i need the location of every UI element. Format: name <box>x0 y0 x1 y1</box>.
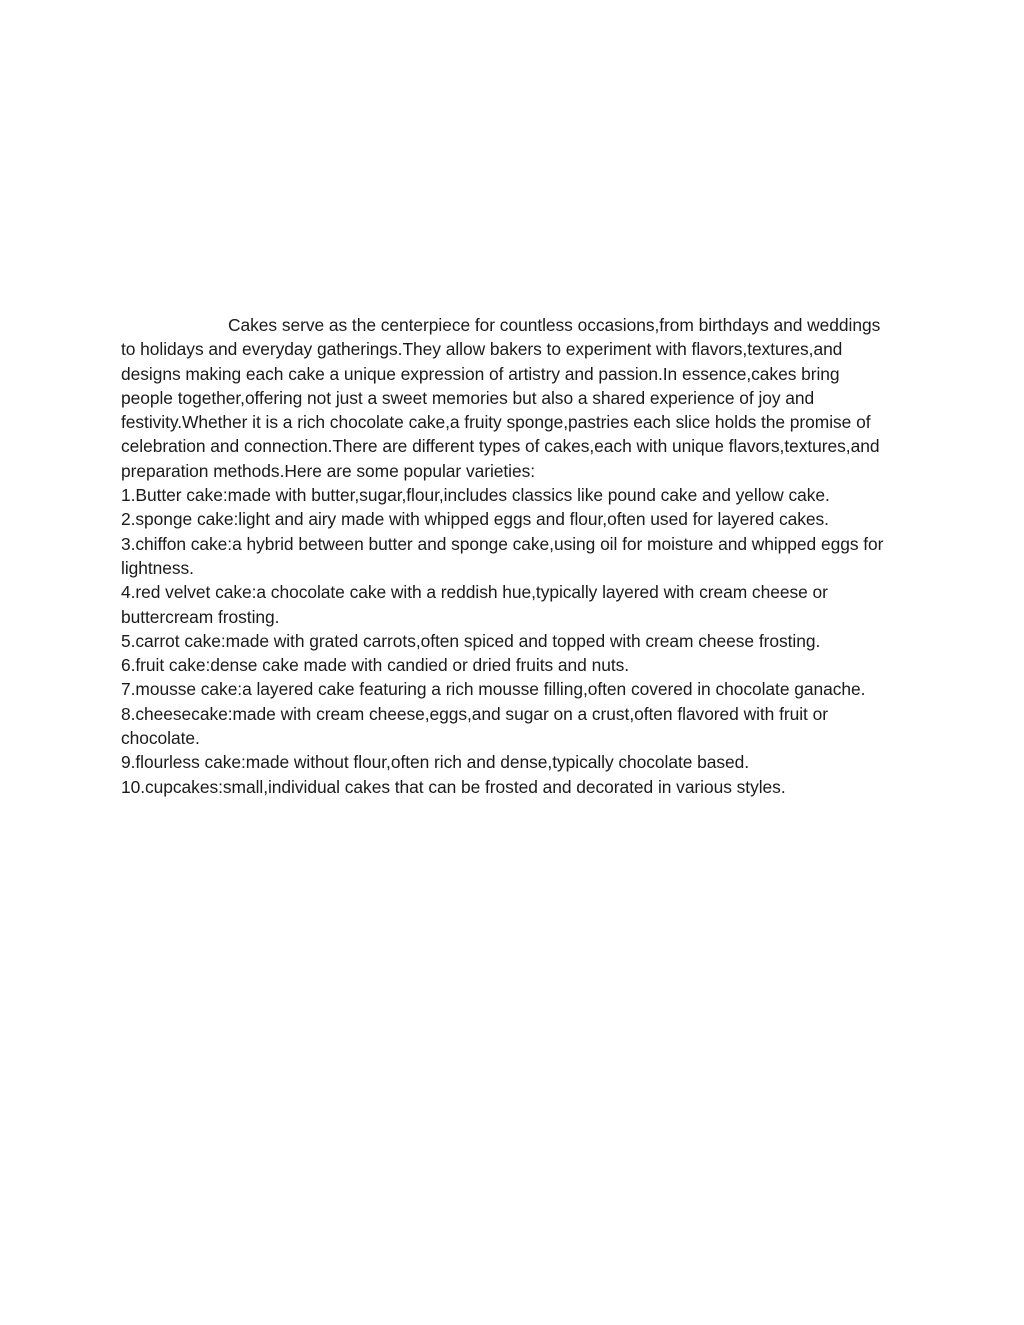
list-item: 7.mousse cake:a layered cake featuring a rich mousse filling,often covered in chocolate ganache. <box>121 679 866 700</box>
intro-paragraph: Cakes serve as the centerpiece for countless occasions,from birthdays and weddings to holidays and everyday gatherings.They allow bakers to experiment with flavors,textures,and designs making each cake a unique expression of artistry and passion.In essence,cakes bring people together,offering not just a sweet memories but also a shared experience of joy and festivity.Whether it is a rich chocolate cake,a fruity sponge,pastries each slice holds the promise of celebration and connection.There are different types of cakes,each with unique flavors,textures,and preparation methods.Here are some popular varieties: <box>121 315 881 481</box>
cake-varieties-list <box>121 483 891 799</box>
list-item: 4.red velvet cake:a chocolate cake with a reddish hue,typically layered with cream cheese or buttercream frosting. <box>121 582 828 627</box>
list-item: 8.cheesecake:made with cream cheese,eggs,and sugar on a crust,often flavored with fruit or chocolate. <box>121 703 828 749</box>
list-item: 5.carrot cake:made with grated carrots,often spiced and topped with cream cheese frosting. <box>121 630 821 651</box>
document-body <box>121 313 891 799</box>
list-item: 6.fruit cake:dense cake made with candied or dried fruits and nuts. <box>121 655 630 676</box>
list-item: 2.sponge cake:light and airy made with whipped eggs and flour,often used for layered cakes. <box>121 509 829 530</box>
list-item: 10.cupcakes:small,individual cakes that can be frosted and decorated in various styles. <box>121 776 786 797</box>
list-item: 3.chiffon cake:a hybrid between butter and sponge cake,using oil for moisture and whipped eggs for lightness. <box>121 533 884 578</box>
list-item: 1.Butter cake:made with butter,sugar,flour,includes classics like pound cake and yellow cake. <box>121 485 830 506</box>
list-item: 9.flourless cake:made without flour,often rich and dense,typically chocolate based. <box>121 752 750 773</box>
